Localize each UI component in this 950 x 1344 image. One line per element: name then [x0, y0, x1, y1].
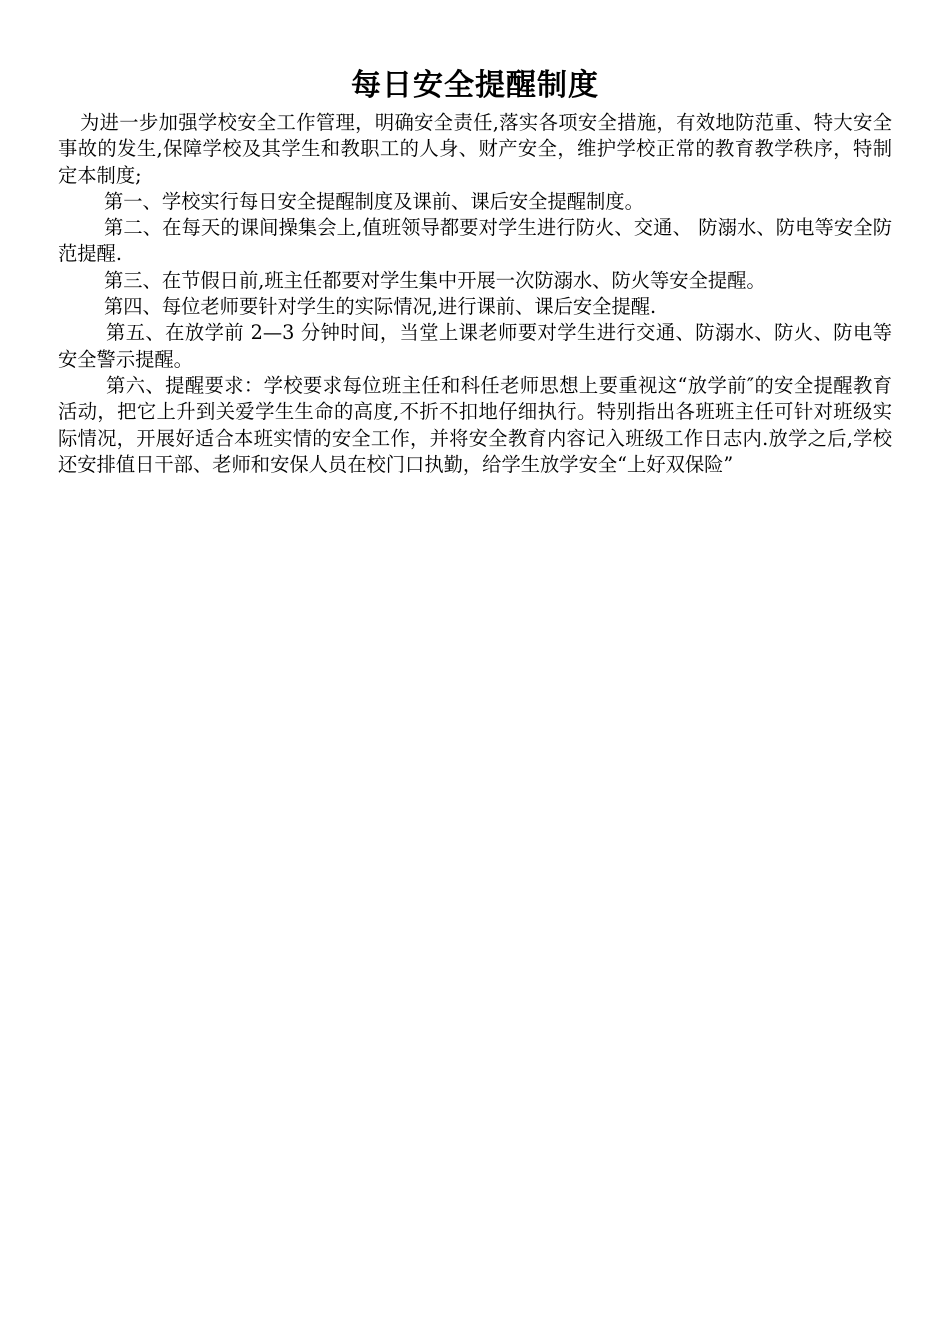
- rule-3-paragraph: 第三、在节假日前,班主任都要对学生集中开展一次防溺水、防火等安全提醒。: [104, 268, 766, 292]
- document-title: 每日安全提醒制度: [351, 68, 599, 103]
- rule-4-paragraph: 第四、每位老师要针对学生的实际情况,进行课前、课后安全提醒.: [104, 295, 657, 319]
- intro-paragraph: 为进一步加强学校安全工作管理，明确安全责任,落实各项安全措施，有效地防范重、特大安全事故的发生,保障学校及其学生和教职工的人身、财产安全，维护学校正常的教育教学秩序，特制定本制度;: [58, 111, 892, 187]
- rule-1-paragraph: 第一、学校实行每日安全提醒制度及课前、课后安全提醒制度。: [104, 189, 644, 213]
- document-page: [58, 62, 892, 478]
- rule-6-paragraph: 第六、提醒要求：学校要求每位班主任和科任老师思想上要重视这“放学前″的安全提醒教育活动，把它上升到关爱学生生命的高度,不折不扣地仔细执行。特别指出各班班主任可针对班级实际情况，开展好适合本班实情的安全工作，并将安全教育内容记入班级工作日志内.放学之后,学校还安排值日干部、老师和安保人员在校门口执勤，给学生放学安全“上好双保险”: [58, 373, 892, 476]
- rule-2-paragraph: 第二、在每天的课间操集会上,值班领导都要对学生进行防火、交通、 防溺水、防电等安全防范提醒.: [58, 216, 892, 266]
- rule-5-paragraph: 第五、在放学前 2—3 分钟时间，当堂上课老师要对学生进行交通、防溺水、防火、防电等安全警示提醒。: [58, 321, 892, 371]
